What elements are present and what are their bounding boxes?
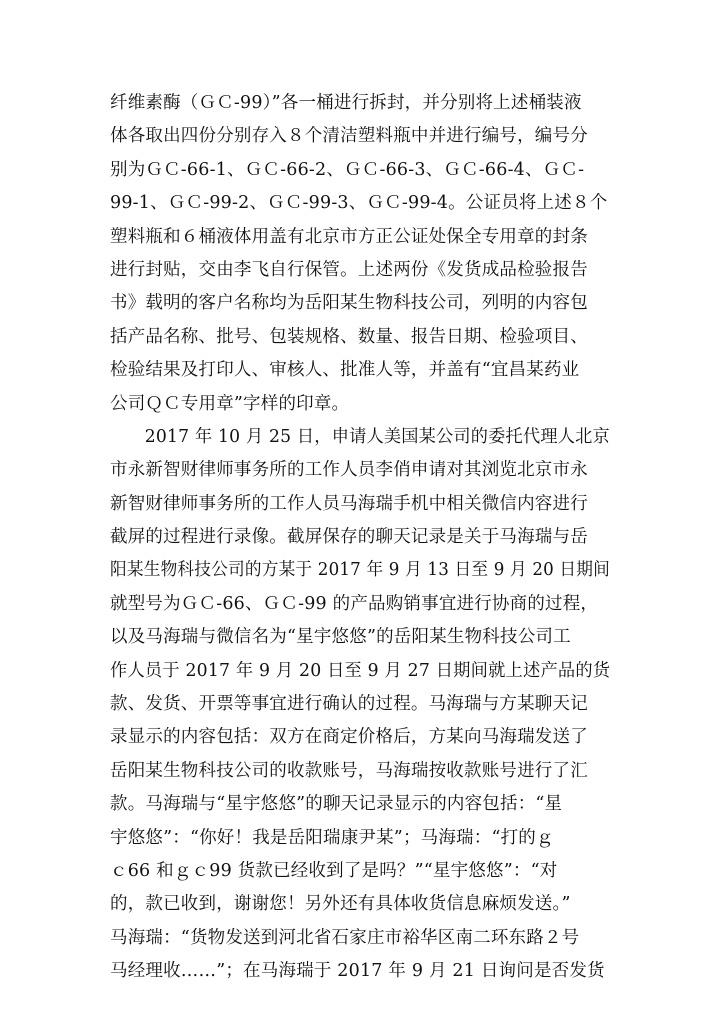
- text-line: 塑料瓶和６桶液体用盖有北京市方正公证处保全专用章的封条: [110, 226, 588, 247]
- text-line: 99-1、ＧＣ-99-2、ＧＣ-99-3、ＧＣ-99-4。公证员将上述８个: [110, 193, 608, 214]
- text-line: 进行封贴，交由李飞自行保管。上述两份《发货成品检验报告: [110, 259, 588, 280]
- text-line: 别为ＧＣ-66-1、ＧＣ-66-2、ＧＣ-66-3、ＧＣ-66-4、ＧＣ-: [110, 159, 585, 180]
- text-line: 以及马海瑞与微信名为“星宇悠悠”的岳阳某生物科技公司工: [110, 627, 571, 648]
- text-line: 岳阳某生物科技公司的收款账号，马海瑞按收款账号进行了汇: [110, 760, 588, 781]
- text-line: 括产品名称、批号、包装规格、数量、报告日期、检验项目、: [110, 326, 588, 347]
- text-line: 录显示的内容包括：双方在商定价格后，方某向马海瑞发送了: [110, 727, 588, 748]
- text-line: 马海瑞：“货物发送到河北省石家庄市裕华区南二环东路２号: [110, 927, 580, 948]
- text-line: 款。马海瑞与“星宇悠悠”的聊天记录显示的内容包括：“星: [110, 794, 563, 815]
- text-line: 阳某生物科技公司的方某于 2017 年 9 月 13 日至 9 月 20 日期间: [110, 560, 610, 581]
- text-line: 书》载明的客户名称均为岳阳某生物科技公司，列明的内容包: [110, 293, 588, 314]
- text-line: ｃ66 和ｇｃ99 货款已经收到了是吗？”“星宇悠悠”：“对: [110, 860, 558, 881]
- text-line: 新智财律师事务所的工作人员马海瑞手机中相关微信内容进行: [110, 493, 588, 514]
- text-line: 就型号为ＧＣ-66、ＧＣ-99 的产品购销事宜进行协商的过程，: [110, 593, 599, 614]
- text-line: 的，款已收到，谢谢您！另外还有具体收货信息麻烦发送。”: [110, 894, 571, 915]
- text-line: 体各取出四份分别存入８个清洁塑料瓶中并进行编号，编号分: [110, 126, 588, 147]
- body-text: [110, 87, 610, 989]
- text-line: 2017 年 10 月 25 日，申请人美国某公司的委托代理人北京: [110, 426, 610, 447]
- text-line: 市永新智财律师事务所的工作人员李俏申请对其浏览北京市永: [110, 460, 588, 481]
- text-line: 马经理收……”；在马海瑞于 2017 年 9 月 21 日询问是否发货: [110, 961, 605, 982]
- text-line: 公司ＱＣ专用章”字样的印章。: [110, 393, 350, 414]
- text-line: 款、发货、开票等事宜进行确认的过程。马海瑞与方某聊天记: [110, 694, 588, 715]
- text-line: 宇悠悠”：“你好！我是岳阳瑞康尹某”；马海瑞：“打的ｇ: [110, 827, 554, 848]
- text-line: 纤维素酶（ＧＣ-99）”各一桶进行拆封，并分别将上述桶装液: [110, 93, 582, 113]
- text-line: 作人员于 2017 年 9 月 20 日至 9 月 27 日期间就上述产品的货: [110, 660, 611, 681]
- text-line: 截屏的过程进行录像。截屏保存的聊天记录是关于马海瑞与岳: [110, 527, 588, 548]
- text-line: 检验结果及打印人、审核人、批准人等，并盖有“宜昌某药业: [110, 360, 580, 381]
